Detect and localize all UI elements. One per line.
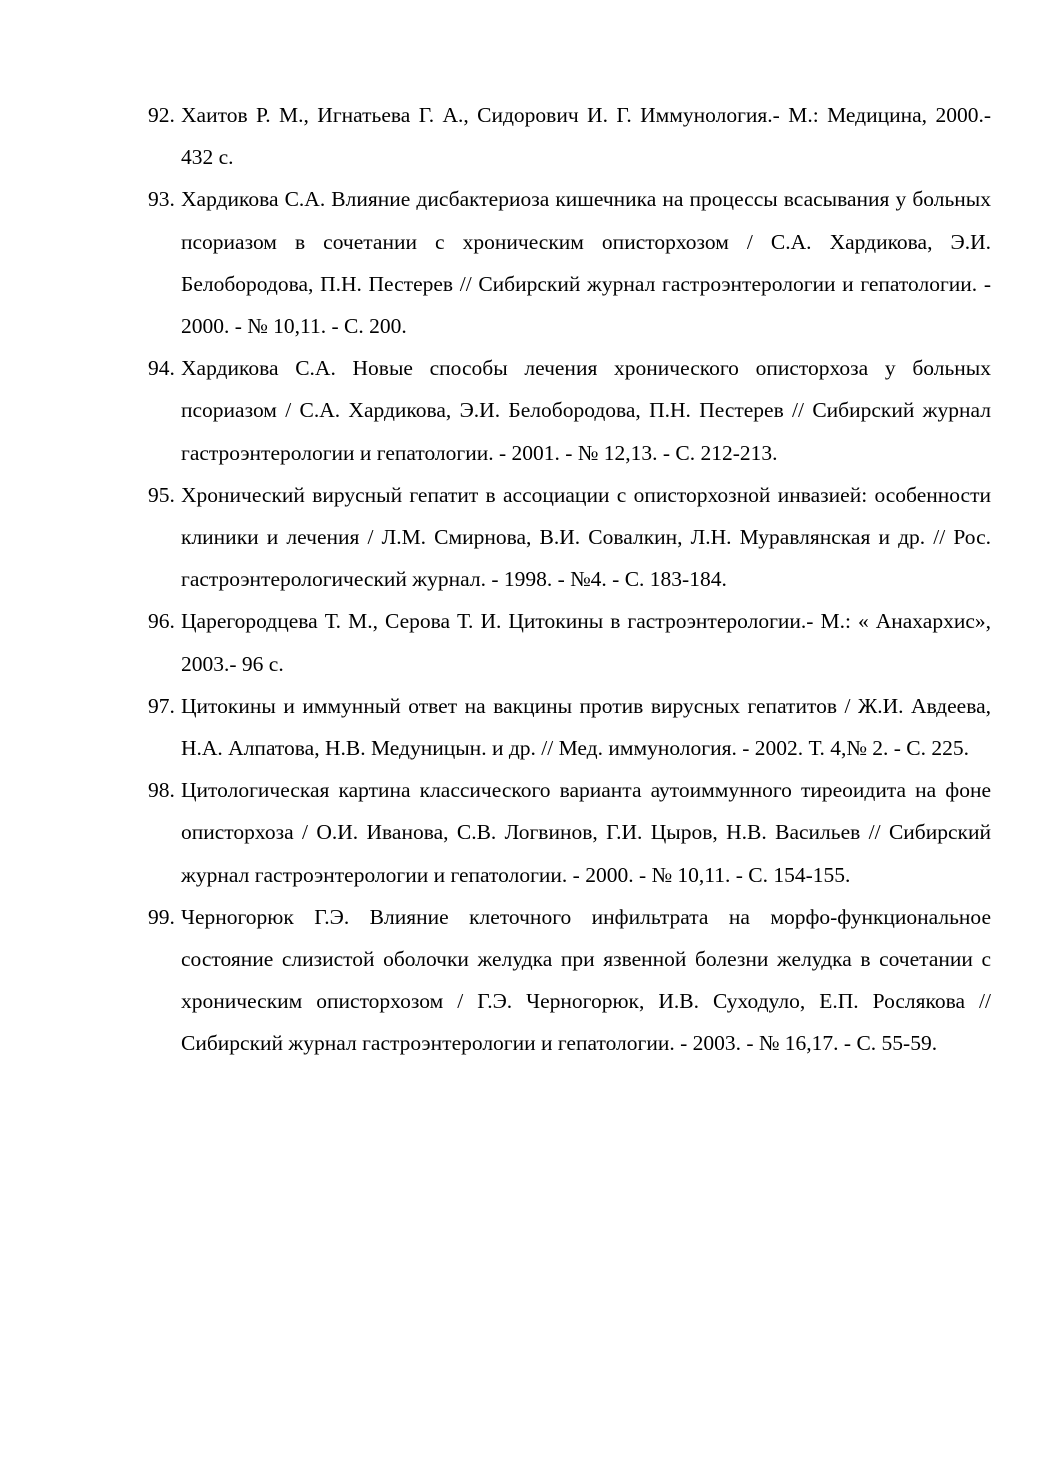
- reference-text: Хардикова С.А. Влияние дисбактериоза кишечника на процессы всасывания у больных псориазом в сочетании с хроническим описторхозом / С.А. Хардикова, Э.И. Белобородова, П.Н. Пестерев // Сибирский журнал гастроэнтерологии и гепатологии. - 2000. - № 10,11. - С. 200.: [181, 187, 991, 339]
- reference-item: [148, 178, 991, 347]
- reference-number: 99.: [148, 904, 175, 929]
- reference-list: [148, 94, 991, 1065]
- reference-text: Хардикова С.А. Новые способы лечения хронического описторхоза у больных псориазом / С.А. Хардикова, Э.И. Белобородова, П.Н. Пестерев // Сибирский журнал гастроэнтерологии и гепатологии. - 2001. - № 12,13. - С. 212-213.: [181, 356, 991, 465]
- reference-number: 94.: [148, 356, 175, 381]
- reference-item: [148, 94, 991, 178]
- reference-text: Хронический вирусный гепатит в ассоциации с описторхозной инвазией: особенности клиники и лечения / Л.М. Смирнова, В.И. Совалкин, Л.Н. Муравлянская и др. // Рос. гастроэнтерологический журнал. - 1998. - №4. - С. 183-184.: [181, 482, 991, 592]
- reference-text: Черногорюк Г.Э. Влияние клеточного инфильтрата на морфо-функциональное состояние слизистой оболочки желудка при язвенной болезни желудка в сочетании с хроническим описторхозом / Г.Э. Черногорюк, И.В. Суходуло, Е.П. Рослякова // Сибирский журнал гастроэнтерологии и гепатологии. - 2003. - № 16,17. - С. 55-59.: [181, 904, 991, 1056]
- reference-item: [148, 600, 991, 684]
- reference-text: Хаитов Р. М., Игнатьева Г. А., Сидорович И. Г. Иммунология.- М.: Медицина, 2000.- 432 с.: [181, 103, 991, 170]
- reference-text: Цитокины и иммунный ответ на вакцины против вирусных гепатитов / Ж.И. Авдеева, Н.А. Алпатова, Н.В. Медуницын. и др. // Мед. иммунология. - 2002. Т. 4,№ 2. - С. 225.: [181, 693, 991, 761]
- reference-item: [148, 769, 991, 896]
- reference-item: [148, 896, 991, 1065]
- reference-number: 96.: [148, 609, 175, 634]
- reference-item: [148, 347, 991, 474]
- reference-item: [148, 474, 991, 601]
- reference-item: [148, 685, 991, 769]
- reference-number: 93.: [148, 187, 175, 212]
- reference-text: Цитологическая картина классического варианта аутоиммунного тиреоидита на фоне описторхоза / О.И. Иванова, С.В. Логвинов, Г.И. Цыров, Н.В. Васильев // Сибирский журнал гастроэнтерологии и гепатологии. - 2000. - № 10,11. - С. 154-155.: [181, 778, 991, 887]
- reference-number: 98.: [148, 778, 175, 803]
- reference-number: 97.: [148, 693, 175, 718]
- reference-number: 95.: [148, 482, 175, 507]
- reference-number: 92.: [148, 103, 175, 127]
- reference-text: Царегородцева Т. М., Серова Т. И. Цитокины в гастроэнтерологии.- М.: « Анахархис», 2003.- 96 с.: [181, 609, 991, 676]
